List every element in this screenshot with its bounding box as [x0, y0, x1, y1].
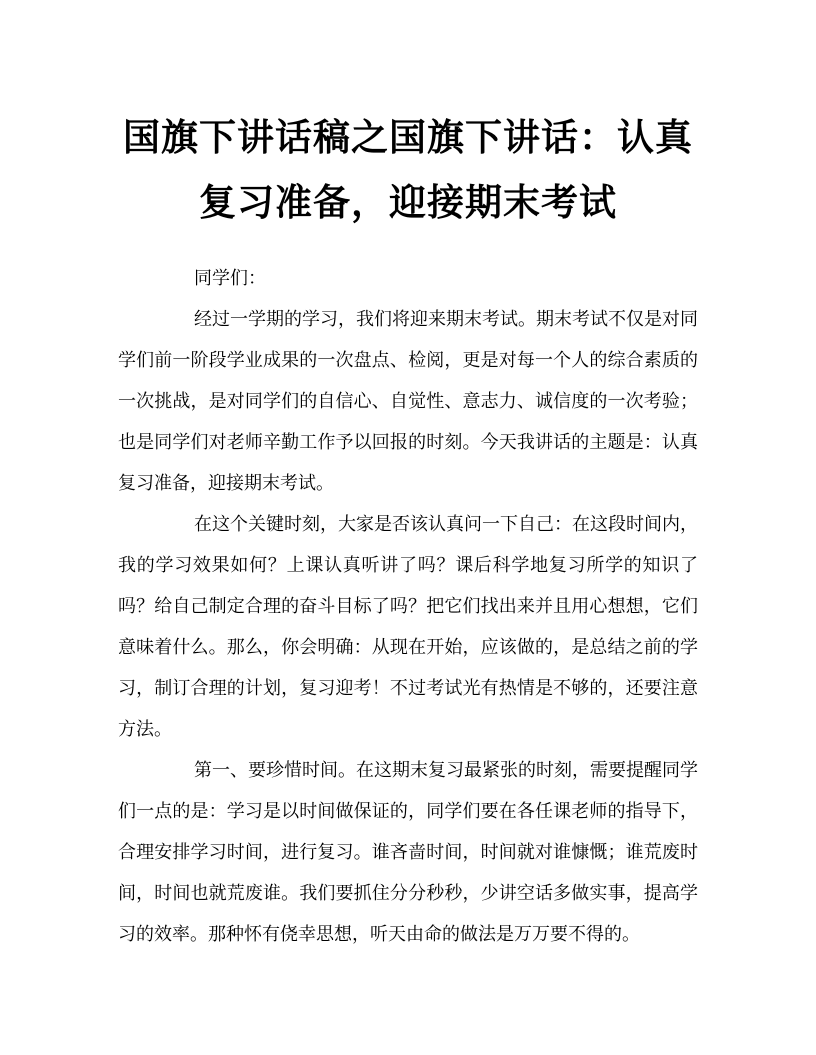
paragraph-greeting: 同学们： [194, 268, 266, 289]
paragraph-point-one: 第一、要珍惜时间。在这期末复习最紧张的时刻，需要提醒同学们一点的是：学习是以时间做保证的，同学们要在各任课老师的指导下，合理安排学习时间，进行复习。谁吝啬时间，时间就对谁慷慨；谁荒废时间，时间也就荒废谁。我们要抓住分分秒秒，少讲空话多做实事，提高学习的效率。那种怀有侥幸思想，听天由命的做法是万万要不得的。 [118, 760, 698, 945]
paragraph-intro: 经过一学期的学习，我们将迎来期末考试。期末考试不仅是对同学们前一阶段学业成果的一次盘点、检阅，更是对每一个人的综合素质的一次挑战，是对同学们的自信心、自觉性、意志力、诚信度的一次考验；也是同学们对老师辛勤工作予以回报的时刻。今天我讲话的主题是：认真复习准备，迎接期末考试。 [118, 309, 698, 494]
paragraph-reflection: 在这个关键时刻，大家是否该认真问一下自己：在这段时间内，我的学习效果如何？上课认真听讲了吗？课后科学地复习所学的知识了吗？给自己制定合理的奋斗目标了吗？把它们找出来并且用心想想，它们意味着什么。那么，你会明确：从现在开始，应该做的，是总结之前的学习，制订合理的计划，复习迎考！不过考试光有热情是不够的，还要注意方法。 [118, 514, 698, 740]
document-body [118, 258, 698, 955]
document-title: 国旗下讲话稿之国旗下讲话：认真复习准备，迎接期末考试 [123, 115, 693, 224]
